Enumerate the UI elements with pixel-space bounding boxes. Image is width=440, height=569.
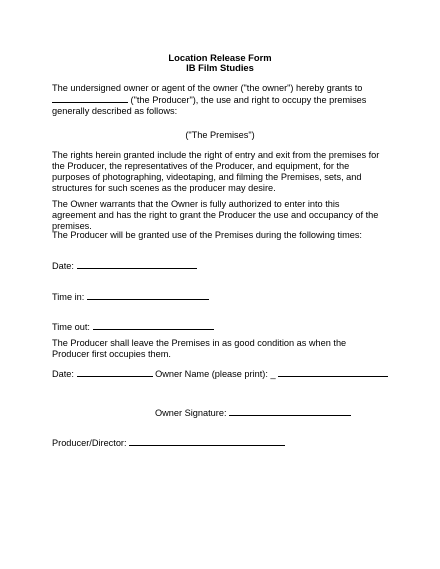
date-owner-field xyxy=(52,368,388,380)
time-out-blank[interactable] xyxy=(93,321,214,330)
intro-paragraph xyxy=(52,83,392,117)
premises-label: ("The Premises") xyxy=(185,130,255,140)
date2-label: Date: xyxy=(52,369,77,379)
owner-name-label: Owner Name (please print): _ xyxy=(152,369,279,379)
producer-name-blank[interactable] xyxy=(52,94,128,103)
time-out-field xyxy=(52,321,214,333)
time-in-blank[interactable] xyxy=(87,291,209,300)
warrant-paragraph: The Owner warrants that the Owner is fully authorized to enter into this agreement and has the right to grant the Producer the use and occupancy of the premises. xyxy=(52,199,379,231)
document-title: Location Release Form xyxy=(168,52,272,63)
date-label: Date: xyxy=(52,261,77,271)
document-subtitle: IB Film Studies xyxy=(186,62,254,73)
intro-line-1: The undersigned owner or agent of the owner ("the owner") hereby grants to xyxy=(52,83,363,93)
producer-director-label: Producer/Director: xyxy=(52,438,130,448)
owner-signature-field xyxy=(155,407,351,419)
time-in-field xyxy=(52,291,209,303)
owner-signature-label: Owner Signature: xyxy=(155,408,230,418)
producer-director-field xyxy=(52,437,285,449)
date-field xyxy=(52,260,197,272)
date2-blank[interactable] xyxy=(77,368,153,377)
producer-director-blank[interactable] xyxy=(129,437,285,446)
leave-paragraph: The Producer shall leave the Premises in as good condition as when the Producer first occupies them. xyxy=(52,338,347,359)
rights-paragraph: The rights herein granted include the right of entry and exit from the premises for the Producer, the representatives of the Producer, and equipment, for the purposes of photographing, videotaping, and filming the Premises, sets, and structures for such scenes as the producer may desire. xyxy=(52,150,380,193)
owner-signature-blank[interactable] xyxy=(229,407,351,416)
intro-line-2 xyxy=(52,94,392,106)
times-paragraph: The Producer will be granted use of the Premises during the following times: xyxy=(52,230,362,240)
time-out-label: Time out: xyxy=(52,322,93,332)
time-in-label: Time in: xyxy=(52,292,87,302)
owner-name-blank[interactable] xyxy=(278,368,388,377)
date-blank[interactable] xyxy=(77,260,197,269)
intro-line-3: generally described as follows: xyxy=(52,106,178,116)
intro-line-2-text: ("the Producer"), the use and right to occupy the premises xyxy=(128,95,367,105)
